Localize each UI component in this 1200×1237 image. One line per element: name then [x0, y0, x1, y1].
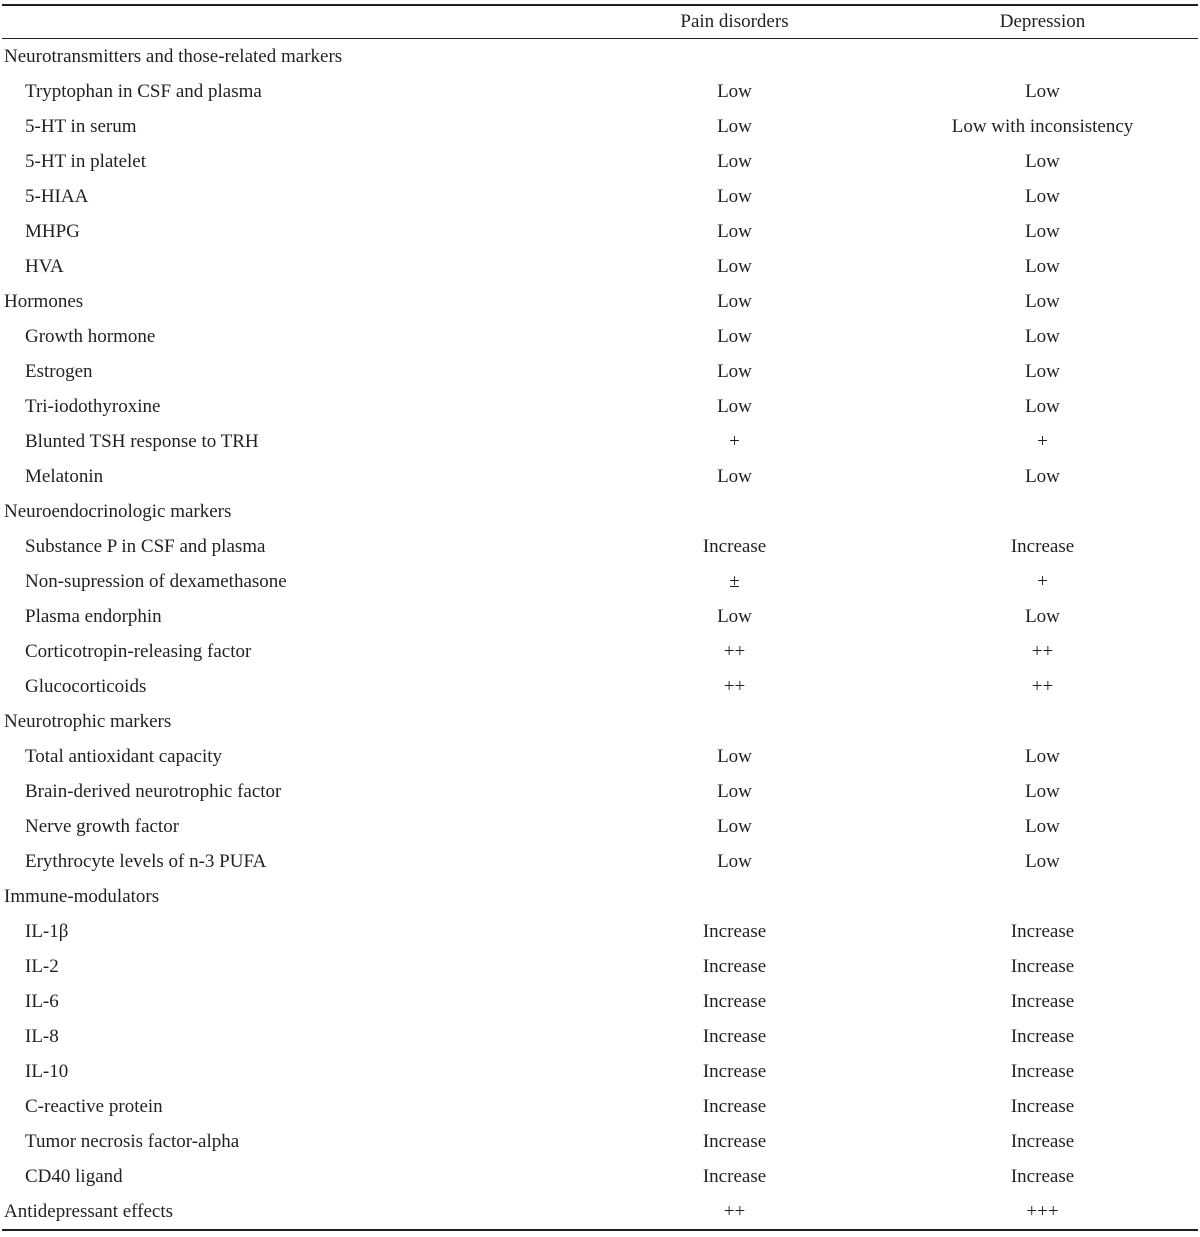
- depression-value: [887, 494, 1198, 529]
- depression-value: Low with inconsistency: [951, 115, 1134, 137]
- row-label: Erythrocyte levels of n-3 PUFA: [25, 850, 267, 872]
- pain-disorders-value: Low: [717, 80, 752, 102]
- comparison-table: [2, 4, 1198, 1231]
- row-label: Blunted TSH response to TRH: [25, 430, 259, 452]
- depression-value: Low: [1025, 185, 1060, 207]
- depression-value: Increase: [1010, 990, 1075, 1012]
- pain-disorders-value: ++: [723, 1200, 746, 1222]
- table-row: [2, 144, 1198, 179]
- table-section-row: [2, 704, 1198, 739]
- pain-disorders-value: Low: [717, 395, 752, 417]
- table-row: [2, 319, 1198, 354]
- table-row: [2, 74, 1198, 109]
- pain-disorders-value: [582, 39, 887, 75]
- pain-disorders-value: +: [729, 430, 740, 452]
- pain-disorders-value: Low: [717, 815, 752, 837]
- row-label: 5-HT in serum: [25, 115, 137, 137]
- pain-disorders-value: Increase: [702, 1165, 767, 1187]
- header-depression: Depression: [999, 11, 1086, 32]
- table-row: [2, 1054, 1198, 1089]
- depression-value: Low: [1025, 745, 1060, 767]
- table-row: [2, 634, 1198, 669]
- depression-value: ++: [1031, 675, 1054, 697]
- pain-disorders-value: Low: [717, 185, 752, 207]
- pain-disorders-value: Low: [717, 850, 752, 872]
- table-row: [2, 1019, 1198, 1054]
- row-label: Non-supression of dexamethasone: [25, 570, 287, 592]
- pain-disorders-value: ±: [729, 570, 740, 592]
- depression-value: Increase: [1010, 1060, 1075, 1082]
- row-label: Tri-iodothyroxine: [25, 395, 161, 417]
- pain-disorders-value: [582, 494, 887, 529]
- row-label: Plasma endorphin: [25, 605, 162, 627]
- depression-value: +: [1037, 430, 1048, 452]
- table-row: [2, 809, 1198, 844]
- row-label: IL-1β: [25, 920, 69, 942]
- pain-disorders-value: Low: [717, 605, 752, 627]
- depression-value: Low: [1025, 220, 1060, 242]
- pain-disorders-value: Increase: [702, 955, 767, 977]
- row-label: Brain-derived neurotrophic factor: [25, 780, 282, 802]
- row-label: IL-6: [25, 990, 59, 1012]
- section-label: Neuroendocrinologic markers: [4, 500, 232, 522]
- pain-disorders-value: Low: [717, 745, 752, 767]
- pain-disorders-value: Low: [717, 325, 752, 347]
- row-label: Growth hormone: [25, 325, 156, 347]
- row-label: C-reactive protein: [25, 1095, 163, 1117]
- depression-value: Low: [1025, 150, 1060, 172]
- depression-value: Low: [1025, 80, 1060, 102]
- row-label: 5-HIAA: [25, 185, 89, 207]
- table-row: [2, 564, 1198, 599]
- pain-disorders-value: Increase: [702, 535, 767, 557]
- header-marker: [2, 5, 582, 39]
- pain-disorders-value: Increase: [702, 1095, 767, 1117]
- depression-value: Low: [1025, 605, 1060, 627]
- row-label: CD40 ligand: [25, 1165, 123, 1187]
- row-label: Substance P in CSF and plasma: [25, 535, 266, 557]
- depression-value: Low: [1025, 325, 1060, 347]
- table-row: [2, 249, 1198, 284]
- row-label: Nerve growth factor: [25, 815, 180, 837]
- depression-value: Increase: [1010, 1165, 1075, 1187]
- table-row: [2, 599, 1198, 634]
- depression-value: Increase: [1010, 535, 1075, 557]
- pain-disorders-value: Low: [717, 115, 752, 137]
- row-label: Tryptophan in CSF and plasma: [25, 80, 262, 102]
- table-row: [2, 844, 1198, 879]
- table-row: [2, 214, 1198, 249]
- depression-value: [887, 704, 1198, 739]
- row-label: IL-8: [25, 1025, 59, 1047]
- pain-disorders-value: Increase: [702, 1130, 767, 1152]
- table-section-row: [2, 284, 1198, 319]
- table-row: [2, 389, 1198, 424]
- depression-value: Low: [1025, 395, 1060, 417]
- section-label: Immune-modulators: [4, 885, 160, 907]
- depression-value: Low: [1025, 255, 1060, 277]
- row-label: HVA: [25, 255, 64, 277]
- table-row: [2, 914, 1198, 949]
- table-row: [2, 1159, 1198, 1194]
- depression-value: Low: [1025, 850, 1060, 872]
- pain-disorders-value: Increase: [702, 990, 767, 1012]
- table-header: [2, 5, 1198, 39]
- table-row: [2, 459, 1198, 494]
- table-row: [2, 1089, 1198, 1124]
- pain-disorders-value: ++: [723, 640, 746, 662]
- pain-disorders-value: Low: [717, 150, 752, 172]
- depression-value: Low: [1025, 780, 1060, 802]
- depression-value: Low: [1025, 290, 1060, 312]
- pain-disorders-value: Low: [717, 220, 752, 242]
- pain-disorders-value: Low: [717, 360, 752, 382]
- row-label: Estrogen: [25, 360, 93, 382]
- table-row: [2, 1124, 1198, 1159]
- table-row: [2, 984, 1198, 1019]
- depression-value: +++: [1026, 1200, 1059, 1222]
- depression-value: ++: [1031, 640, 1054, 662]
- section-label: Antidepressant effects: [4, 1200, 174, 1222]
- table-row: [2, 529, 1198, 564]
- pain-disorders-value: Low: [717, 290, 752, 312]
- depression-value: Increase: [1010, 1130, 1075, 1152]
- table-row: [2, 424, 1198, 459]
- pain-disorders-value: [582, 879, 887, 914]
- depression-value: Low: [1025, 360, 1060, 382]
- depression-value: Increase: [1010, 1025, 1075, 1047]
- pain-disorders-value: [582, 704, 887, 739]
- row-label: IL-2: [25, 955, 59, 977]
- section-label: Neurotrophic markers: [4, 710, 172, 732]
- depression-value: Low: [1025, 815, 1060, 837]
- pain-disorders-value: Increase: [702, 1025, 767, 1047]
- depression-value: Increase: [1010, 955, 1075, 977]
- depression-value: [887, 39, 1198, 75]
- row-label: Melatonin: [25, 465, 104, 487]
- section-label: Neurotransmitters and those-related markers: [4, 45, 343, 67]
- table-row: [2, 109, 1198, 144]
- table-section-row: [2, 1194, 1198, 1230]
- table-body: [2, 39, 1198, 1231]
- pain-disorders-value: Increase: [702, 1060, 767, 1082]
- pain-disorders-value: Low: [717, 255, 752, 277]
- header-row: [2, 5, 1198, 39]
- pain-disorders-value: Increase: [702, 920, 767, 942]
- row-label: Tumor necrosis factor-alpha: [25, 1130, 240, 1152]
- header-pain-disorders: Pain disorders: [680, 11, 789, 32]
- table-row: [2, 739, 1198, 774]
- depression-value: Low: [1025, 465, 1060, 487]
- pain-disorders-value: Low: [717, 465, 752, 487]
- table-row: [2, 949, 1198, 984]
- table-section-row: [2, 39, 1198, 75]
- comparison-table-container: [2, 0, 1198, 1231]
- depression-value: [887, 879, 1198, 914]
- table-section-row: [2, 494, 1198, 529]
- row-label: MHPG: [25, 220, 80, 242]
- pain-disorders-value: Low: [717, 780, 752, 802]
- table-row: [2, 179, 1198, 214]
- pain-disorders-value: ++: [723, 675, 746, 697]
- table-row: [2, 669, 1198, 704]
- table-section-row: [2, 879, 1198, 914]
- row-label: Total antioxidant capacity: [25, 745, 223, 767]
- section-label: Hormones: [4, 290, 84, 312]
- depression-value: Increase: [1010, 920, 1075, 942]
- table-row: [2, 774, 1198, 809]
- row-label: Corticotropin-releasing factor: [25, 640, 252, 662]
- row-label: Glucocorticoids: [25, 675, 147, 697]
- depression-value: +: [1037, 570, 1048, 592]
- depression-value: Increase: [1010, 1095, 1075, 1117]
- row-label: IL-10: [25, 1060, 69, 1082]
- table-row: [2, 354, 1198, 389]
- row-label: 5-HT in platelet: [25, 150, 147, 172]
